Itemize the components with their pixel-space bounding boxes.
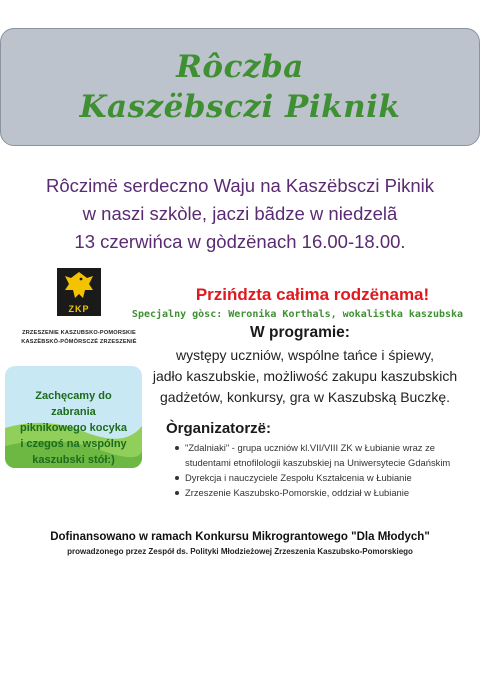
list-item: "Zdalniaki" - grupa uczniów kl.VII/VIII ZK w Łubianie wraz ze studentami etnofilologii kaszubskiej na Uniwersytecie Gdańskim [173, 440, 473, 470]
griffin-icon [57, 268, 101, 316]
special-guest: Specjalny gòsc: Weronika Korthals, wokalistka kaszubska [131, 309, 464, 320]
funding-subnote: prowadzonego przez Zespół ds. Polityki Młodzieżowej Zrzeszenia Kaszubsko-Pomorskiego [67, 547, 413, 556]
picnic-note [5, 366, 142, 468]
title-line-1: Rôczba [176, 49, 304, 85]
organizers-list [173, 440, 473, 500]
logo-caption-1: ZRZESZENIE KASZUBSKO-POMORSKIE [22, 330, 136, 336]
program-line: jadło kaszubskie, możliwość zakupu kaszubskich [152, 368, 458, 384]
invitation-text [0, 172, 480, 256]
program-line: gadżetów, konkursy, gra w Kaszubską Buczkę. [160, 389, 450, 405]
list-item: Zrzeszenie Kaszubsko-Pomorskie, oddział w Łubianie [173, 485, 473, 500]
invitation-line: Rôczimë serdeczno Waju na Kaszëbsczi Piknik [46, 175, 434, 196]
logo-caption-2: KASZËBSKÒ-PÒMÒRSCZÉ ZRZESZENIÉ [21, 339, 137, 345]
note-line: kaszubski stół:) [32, 454, 115, 466]
invitation-line: w naszi szkòle, jaczi bãdze w niedzelã [82, 203, 398, 224]
program-title: W programie: [250, 324, 350, 341]
logo-mark-text: ZKP [68, 304, 90, 314]
list-item: Dyrekcja i nauczyciele Zespołu Kształcenia w Łubianie [173, 470, 473, 485]
family-invite: Przińdzta całima rodzënama! [195, 285, 430, 304]
note-line: Zachęcamy do [35, 390, 112, 402]
program-line: występy uczniów, wspólne tańce i śpiewy, [175, 347, 435, 363]
title-line-2: Kaszëbsczi Piknik [79, 89, 401, 125]
organizers-title: Òrganizatorzë: [166, 420, 272, 437]
program-list [135, 345, 475, 408]
note-line: zabrania [51, 406, 96, 418]
funding-note: Dofinansowano w ramach Konkursu Mikrograntowego "Dla Młodych" [50, 531, 430, 543]
picnic-note-text [5, 388, 142, 468]
title-banner [0, 28, 480, 146]
note-line: i czegoś na wspólny [20, 438, 127, 450]
invitation-line: 13 czerwińca w gòdzënach 16.00-18.00. [74, 231, 406, 252]
note-line: piknikowego kocyka [20, 422, 127, 434]
